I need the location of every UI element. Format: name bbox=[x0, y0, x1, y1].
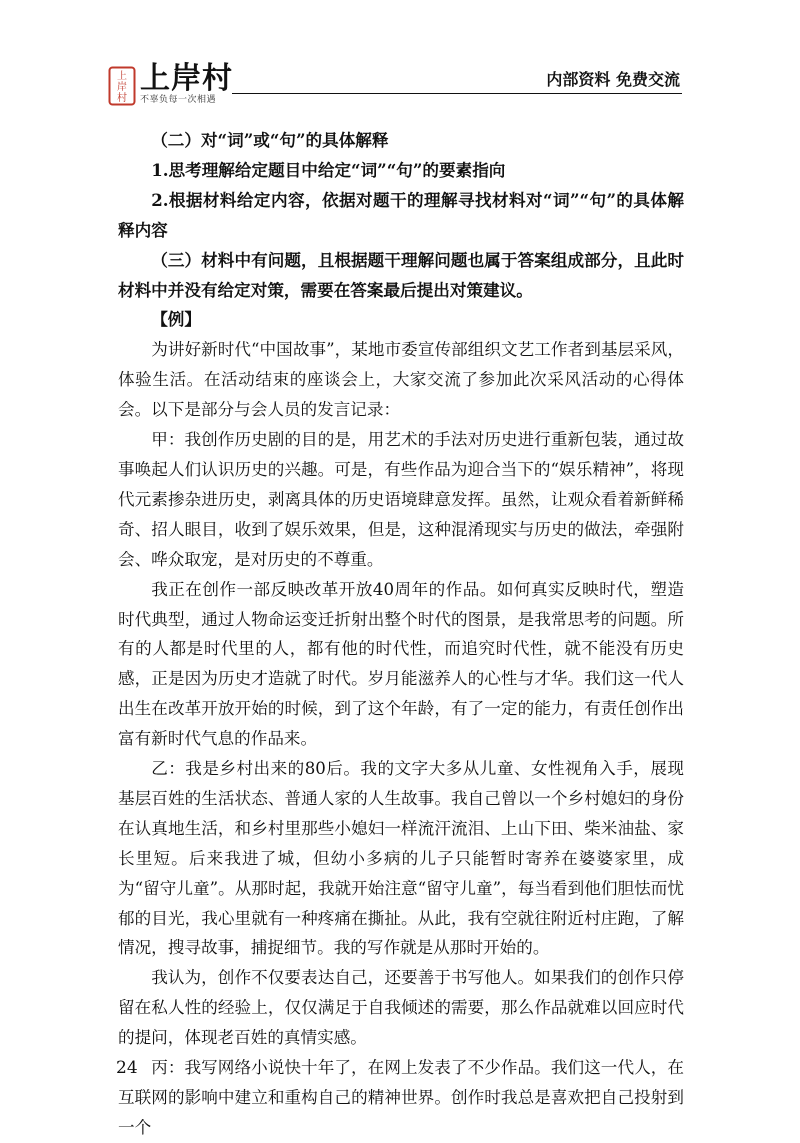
speaker-jia-paragraph: 甲：我创作历史剧的目的是，用艺术的手法对历史进行重新包装，通过故事唤起人们认识历史的兴趣。可是，有些作品为迎合当下的“娱乐精神”，将现代元素掺杂进历史，剥离具体的历史语境肆意发挥。虽然，让观众看着新鲜稀奇、招人眼目，收到了娱乐效果，但是，这种混淆现实与历史的做法，牵强附会、哗众取宠，是对历史的不尊重。 bbox=[118, 430, 684, 569]
speaker-yi-paragraph-2: 我认为，创作不仅要表达自己，还要善于书写他人。如果我们的创作只停留在私人性的经验上，仅仅满足于自我倾述的需要，那么作品就难以回应时代的提问，体现老百姓的真情实感。 bbox=[118, 968, 684, 1048]
brand-slogan: 不辜负每一次相遇 bbox=[140, 95, 217, 105]
speaker-jia-paragraph-2: 我正在创作一部反映改革开放40周年的作品。如何真实反映时代，塑造时代典型，通过人物命运变迁折射出整个时代的图景，是我常思考的问题。所有的人都是时代里的人，都有他的时代性，而追究时代性，就不能没有历史感，正是因为历史才造就了时代。岁月能滋养人的心性与才华。我们这一代人出生在改革开放开始的时候，到了这个年龄，有了一定的能力，有责任创作出富有新时代气息的作品来。 bbox=[118, 579, 684, 749]
point-two: 2.根据材料给定内容，依据对题干的理解寻找材料对“词”“句”的具体解释内容 bbox=[118, 189, 684, 240]
page-number: 24 bbox=[116, 1058, 138, 1078]
header-label: 内部资料 免费交流 bbox=[546, 70, 680, 89]
svg-text:村: 村 bbox=[117, 93, 127, 104]
svg-text:岸: 岸 bbox=[117, 82, 127, 93]
intro-paragraph: 为讲好新时代“中国故事”，某地市委宣传部组织文艺工作者到基层采风，体验生活。在活动结束的座谈会上，大家交流了参加此次采风活动的心得体会。以下是部分与会人员的发言记录： bbox=[118, 340, 684, 420]
page-header bbox=[0, 0, 800, 110]
subheading-two: （二）对“词”或“句”的具体解释 bbox=[151, 130, 389, 150]
brand-name: 上岸村 bbox=[140, 61, 233, 96]
speaker-yi-paragraph: 乙：我是乡村出来的80后。我的文字大多从儿童、女性视角入手，展现基层百姓的生活状态、普通人家的人生故事。我自己曾以一个乡村媳妇的身份在认真地生活，和乡村里那些小媳妇一样流汗流泪、上山下田、柴米油盐、家长里短。后来我进了城，但幼小多病的儿子只能暂时寄养在婆婆家里，成为“留守儿童”。从那时起，我就开始注意“留守儿童”，每当看到他们胆怯而忧郁的目光，我心里就有一种疼痛在撕扯。从此，我有空就往附近村庄跑，了解情况，搜寻故事，捕捉细节。我的写作就是从那时开始的。 bbox=[118, 759, 684, 958]
header-divider bbox=[232, 93, 682, 94]
svg-text:上: 上 bbox=[117, 71, 127, 82]
speaker-bing-paragraph: 丙：我写网络小说快十年了，在网上发表了不少作品。我们这一代人，在互联网的影响中建立和重构自己的精神世界。创作时我总是喜欢把自己投射到一个 bbox=[118, 1058, 684, 1137]
seal-logo-icon bbox=[108, 66, 136, 106]
example-heading: 【例】 bbox=[151, 309, 201, 330]
subheading-three: （三）材料中有问题，且根据题干理解问题也属于答案组成部分，且此时材料中并没有给定对策，需要在答案最后提出对策建议。 bbox=[118, 249, 684, 300]
page-body bbox=[118, 126, 684, 1143]
point-one: 1.思考理解给定题目中给定“词”“句”的要素指向 bbox=[151, 159, 506, 180]
